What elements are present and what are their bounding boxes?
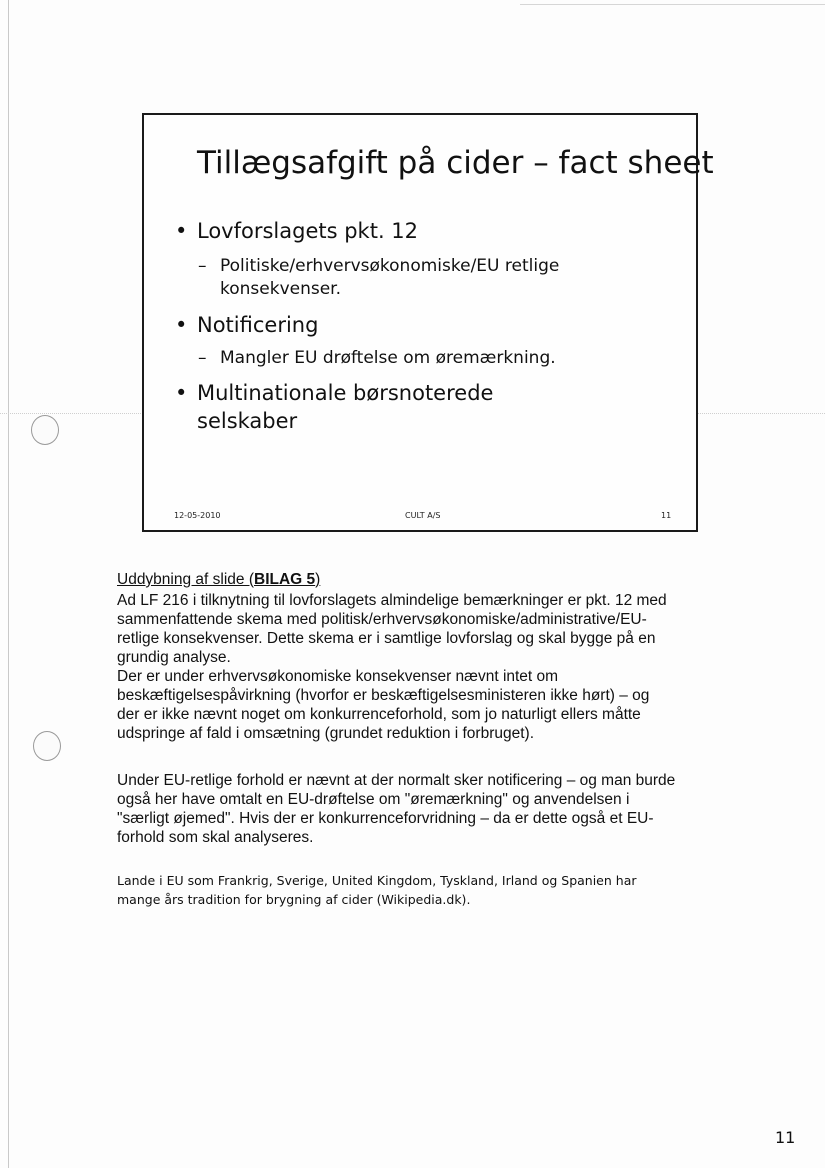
paragraph-line: Der er under erhvervsøkonomiske konsekvenser nævnt intet om — [117, 668, 559, 685]
slide-footer-company: CULT A/S — [405, 511, 441, 520]
paragraph-line: udspringe af fald i omsætning (grundet reduktion i forbruget). — [117, 725, 535, 742]
bullet-3-text-line-2: selskaber — [197, 409, 298, 433]
bullet-icon: • — [175, 219, 188, 243]
bullet-2-sub-line-1: Mangler EU drøftelse om øremærkning. — [220, 348, 556, 368]
punch-hole-top — [31, 415, 59, 445]
paragraph-line: "særligt øjemed". Hvis der er konkurrenceforvridning – da er dette også et EU- — [117, 810, 654, 827]
note-paragraph — [117, 871, 717, 909]
paragraph-line: Ad LF 216 i tilknytning til lovforslagets almindelige bemærkninger er pkt. 12 med — [117, 592, 667, 609]
explanation-paragraph-1 — [117, 591, 737, 743]
bullet-1-sub-line-2: konsekvenser. — [220, 279, 342, 299]
bullet-1 — [175, 217, 419, 245]
paragraph-line: beskæftigelsespåvirkning (hvorfor er beskæftigelsesministeren ikke hørt) – og — [117, 687, 650, 704]
bullet-3 — [175, 379, 494, 435]
slide-footer-number: 11 — [661, 511, 672, 520]
slide-thumbnail — [142, 113, 714, 532]
bullet-1-sub-line-1: Politiske/erhvervsøkonomiske/EU retlige — [220, 256, 560, 276]
paragraph-line: forhold som skal analyseres. — [117, 829, 314, 846]
bullet-3-text: Multinationale børsnoterede — [197, 381, 494, 405]
bullet-2-sub — [198, 347, 556, 370]
bullet-2-text: Notificering — [197, 313, 319, 337]
slide-footer-date: 12-05-2010 — [174, 511, 221, 520]
note-line: mange års tradition for brygning af cider (Wikipedia.dk). — [117, 892, 471, 907]
heading-suffix: ) — [315, 571, 321, 588]
explanation-paragraph-2 — [117, 771, 737, 847]
bullet-icon: • — [175, 313, 188, 337]
heading-bilag: BILAG 5 — [254, 571, 316, 588]
dash-icon: – — [198, 348, 207, 368]
heading-prefix: Uddybning af slide ( — [117, 571, 254, 588]
dash-icon: – — [198, 256, 207, 276]
bullet-1-sub — [198, 255, 560, 301]
explanation-heading — [117, 570, 737, 589]
bullet-2 — [175, 311, 319, 339]
paragraph-line: der er ikke nævnt noget om konkurrenceforhold, som jo naturligt ellers måtte — [117, 706, 641, 723]
paragraph-line: også her have omtalt en EU-drøftelse om "øremærkning" og anvendelsen i — [117, 791, 630, 808]
scan-edge-top — [520, 4, 825, 5]
paragraph-line: Under EU-retlige forhold er nævnt at der normalt sker notificering – og man burde — [117, 772, 676, 789]
paragraph-line: sammenfattende skema med politisk/erhvervsøkonomiske/administrative/EU- — [117, 611, 647, 628]
note-line: Lande i EU som Frankrig, Sverige, United Kingdom, Tyskland, Irland og Spanien har — [117, 873, 637, 888]
punch-hole-bottom — [33, 731, 61, 761]
paragraph-line: retlige konsekvenser. Dette skema er i samtlige lovforslag og skal bygge på en — [117, 630, 656, 647]
bullet-icon: • — [175, 381, 188, 405]
slide-title: Tillægsafgift på cider – fact sheet — [197, 145, 714, 181]
bullet-1-text: Lovforslagets pkt. 12 — [197, 219, 419, 243]
scan-edge-left — [8, 0, 9, 1168]
paragraph-line: grundig analyse. — [117, 649, 231, 666]
page-number: 11 — [775, 1128, 796, 1147]
